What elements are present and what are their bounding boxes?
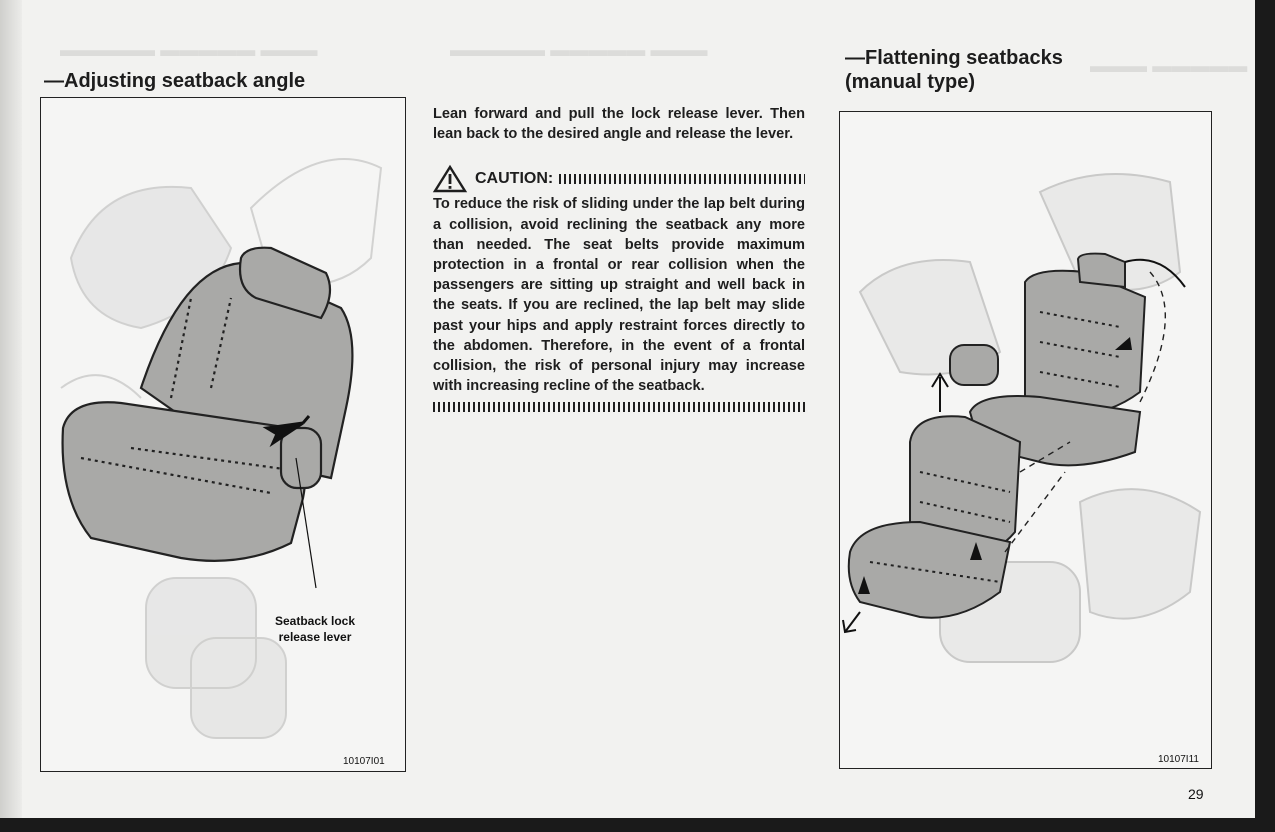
- caution-label: CAUTION:: [475, 170, 554, 188]
- front-seat-drawing: [849, 416, 1020, 617]
- book-spine-shadow: [0, 0, 22, 818]
- show-through-text: ▬▬▬▬▬ ▬▬▬: [1090, 56, 1248, 77]
- text-column-middle: [433, 104, 805, 412]
- caution-end-rule: [433, 402, 805, 412]
- figure-code-right: 10107I11: [1158, 754, 1199, 765]
- heading-manual-type: (manual type): [845, 71, 976, 93]
- slide-arrow: [843, 612, 860, 632]
- caution-text: To reduce the risk of sliding under the lap belt during a collision, avoid reclining the seatback any more than needed. The seat belts provide maximum protection in a frontal or rear collision when the passengers are sitting up straight and well back in the seats. If you are reclined, the lap belt may slide past your hips and apply restraint forces directly to the abdomen. Therefore, in the event of a frontal collision, the risk of personal injury may increase with increasing recline of the seatback.: [433, 196, 805, 395]
- seat-illustration-left: [41, 98, 407, 773]
- caution-rule: [559, 174, 805, 184]
- figure-code-left: 10107I01: [343, 756, 385, 767]
- caution-header: [433, 166, 805, 192]
- figure-frame-right: [839, 111, 1212, 769]
- instruction-text: Lean forward and pull the lock release lever. Then lean back to the desired angle and release the lever.: [433, 106, 805, 143]
- show-through-text: ▬▬▬▬▬ ▬▬▬▬▬ ▬▬▬: [450, 40, 708, 61]
- page-number: 29: [1188, 786, 1204, 802]
- heading-flattening-seatbacks: —Flattening seatbacks: [845, 47, 1063, 69]
- figure-frame-left: [40, 97, 406, 772]
- seat-illustration-right: [840, 112, 1213, 770]
- warning-triangle-icon: [433, 165, 467, 193]
- headrest-up-arrow: [932, 374, 948, 412]
- callout-seatback-lock-release-lever: Seatback lock release lever: [274, 614, 356, 644]
- show-through-text: ▬▬▬▬▬ ▬▬▬▬▬ ▬▬▬: [60, 40, 318, 61]
- heading-adjusting-seatback: —Adjusting seatback angle: [44, 70, 306, 92]
